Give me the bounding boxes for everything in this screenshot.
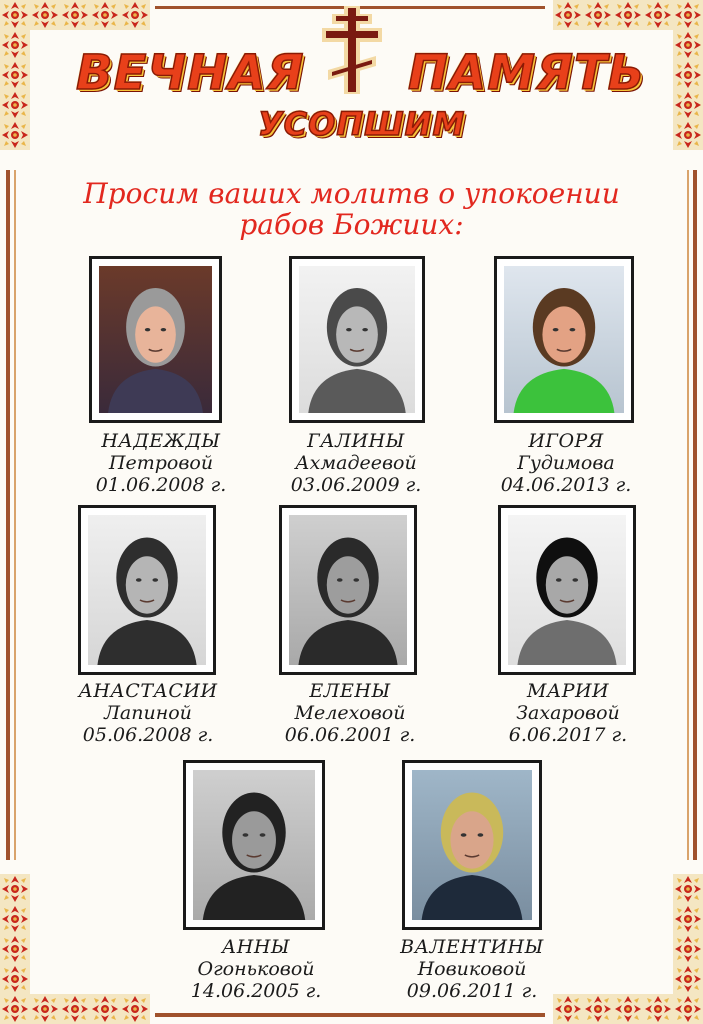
ornament-tile [30,0,60,30]
person-name: ВАЛЕНТИНЫ [400,936,544,958]
memorial-caption [246,430,466,496]
ornament-tile [583,0,613,30]
death-date: 03.06.2009 г. [290,474,422,496]
portrait-frame [402,760,542,930]
person-name: МАРИИ [526,680,610,702]
ornament-tile [90,994,120,1024]
ornament-tile [643,994,673,1024]
memorial-caption [51,430,271,496]
portrait-photo [289,515,407,665]
person-surname: Петровой [108,452,214,474]
left-border-line [6,170,10,860]
right-border-line-inner [687,170,689,860]
ornament-tile [0,994,30,1024]
death-date: 6.06.2017 г. [508,724,628,746]
ornament-tile [673,934,703,964]
header-word-right: ПАМЯТЬ [408,45,646,101]
person-surname: Мелеховой [294,702,406,724]
ornament-tile [30,994,60,1024]
person-name: ГАЛИНЫ [307,430,405,452]
death-date: 09.06.2011 г. [406,980,538,1002]
header-word-left: ВЕЧНАЯ [76,45,305,101]
person-surname: Новиковой [417,958,527,980]
person-surname: Огоньковой [197,958,315,980]
death-date: 05.06.2008 г. [82,724,214,746]
ornament-tile [673,30,703,60]
portrait-frame [498,505,636,675]
person-surname: Гудимова [517,452,615,474]
ornament-tile [583,994,613,1024]
person-name: ИГОРЯ [528,430,604,452]
death-date: 06.06.2001 г. [284,724,416,746]
ornament-tile [553,0,583,30]
ornament-tile [0,874,30,904]
ornament-tile [0,60,30,90]
ornament-tile [673,90,703,120]
memorial-caption [456,430,676,496]
ornament-tile [673,0,703,30]
ornament-tile [673,874,703,904]
ornament-tile [673,120,703,150]
ornament-tile [673,60,703,90]
ornament-tile [0,90,30,120]
portrait-photo [99,266,212,413]
memorial-caption [38,680,258,746]
person-surname: Лапиной [104,702,192,724]
ornament-tile [613,994,643,1024]
ornament-tile [60,0,90,30]
orthodox-cross-icon [320,4,384,96]
header-word-bottom: УСОПШИМ [258,105,466,143]
person-name: АННЫ [221,936,291,958]
death-date: 04.06.2013 г. [500,474,632,496]
portrait-frame [279,505,417,675]
bottom-border-line [155,1013,545,1017]
ornament-tile [0,934,30,964]
person-name: ЕЛЕНЫ [309,680,391,702]
memorial-caption [146,936,366,1002]
prayer-request-line-1: Просим ваших молитв о упокоении [83,177,620,210]
portrait-frame [289,256,425,423]
left-border-line-inner [14,170,16,860]
ornament-tile [0,120,30,150]
portrait-photo [504,266,624,413]
death-date: 14.06.2005 г. [190,980,322,1002]
portrait-photo [88,515,206,665]
portrait-photo [508,515,626,665]
portrait-frame [494,256,634,423]
ornament-tile [0,964,30,994]
ornament-tile [60,994,90,1024]
ornament-tile [120,0,150,30]
person-name: НАДЕЖДЫ [101,430,221,452]
ornament-tile [673,904,703,934]
prayer-request-line-2: рабов Божиих: [239,208,464,241]
person-name: АНАСТАСИИ [78,680,218,702]
ornament-tile [90,0,120,30]
death-date: 01.06.2008 г. [95,474,227,496]
person-surname: Захаровой [516,702,620,724]
memorial-caption [240,680,460,746]
ornament-tile [673,994,703,1024]
person-surname: Ахмадеевой [295,452,417,474]
ornament-tile [643,0,673,30]
portrait-photo [412,770,532,920]
portrait-photo [299,266,415,413]
portrait-photo [193,770,315,920]
ornament-tile [0,30,30,60]
portrait-frame [78,505,216,675]
ornament-tile [0,904,30,934]
memorial-caption [362,936,582,1002]
ornament-tile [673,964,703,994]
ornament-tile [0,0,30,30]
right-border-line [693,170,697,860]
portrait-frame [183,760,325,930]
prayer-request-text [40,178,663,240]
ornament-tile [613,0,643,30]
memorial-caption [458,680,678,746]
portrait-frame [89,256,222,423]
